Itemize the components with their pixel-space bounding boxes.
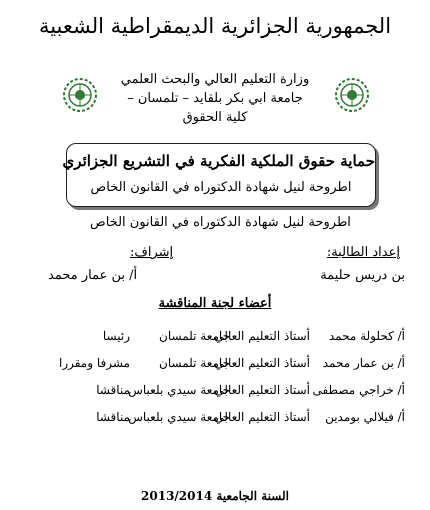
member-role: مشرفا ومقررا	[58, 356, 130, 370]
academic-year: السنة الجامعية 2013/2014	[141, 489, 289, 503]
member-name: أ/ خراجي مصطفى	[312, 383, 405, 397]
student-label: إعداد الطالبة:	[326, 245, 400, 260]
member-institution: جامعة سيدي بلعباس	[128, 383, 230, 397]
member-institution: جامعة تلمسان	[159, 329, 230, 343]
member-role: مناقشا	[96, 410, 130, 424]
committee-heading: أعضاء لجنة المناقشة	[158, 296, 272, 311]
member-rank: أستاذ التعليم العالي	[214, 383, 310, 397]
supervisor-label: إشراف:	[130, 245, 174, 260]
member-rank: أستاذ التعليم العالي	[214, 356, 310, 370]
member-role: رئيسا	[102, 329, 130, 343]
member-institution: جامعة تلمسان	[159, 356, 230, 370]
member-name: أ/ بن عمار محمد	[322, 356, 405, 370]
thesis-title: حماية حقوق الملكية الفكرية في التشريع الجزائري	[62, 152, 375, 170]
student-name: بن دريس حليمة	[320, 268, 405, 283]
republic-heading: الجمهورية الجزائرية الديمقراطية الشعبية	[38, 14, 392, 38]
member-institution: جامعة سيدي بلعباس	[128, 410, 230, 424]
title-box	[62, 143, 376, 207]
faculty-line: كلية الحقوق	[182, 110, 248, 125]
member-role: مناقشا	[96, 383, 130, 397]
member-name: أ/ كحلولة محمد	[328, 329, 405, 343]
ministry-line: وزارة التعليم العالي والبحث العلمي	[120, 72, 310, 87]
thesis-subtitle-repeat: اطروحة لنيل شهادة الدكتوراه في القانون الخاص	[90, 215, 351, 230]
thesis-subtitle: اطروحة لنيل شهادة الدكتوراه في القانون الخاص	[90, 180, 352, 195]
member-name: أ/ فيلالي بومدين	[325, 410, 405, 424]
member-rank: أستاذ التعليم العالي	[214, 410, 310, 424]
supervisor-name: أ/ بن عمار محمد	[48, 268, 138, 283]
university-line: جامعة ابي بكر بلقايد – تلمسان –	[127, 91, 303, 106]
member-rank: أستاذ التعليم العالي	[214, 329, 310, 343]
